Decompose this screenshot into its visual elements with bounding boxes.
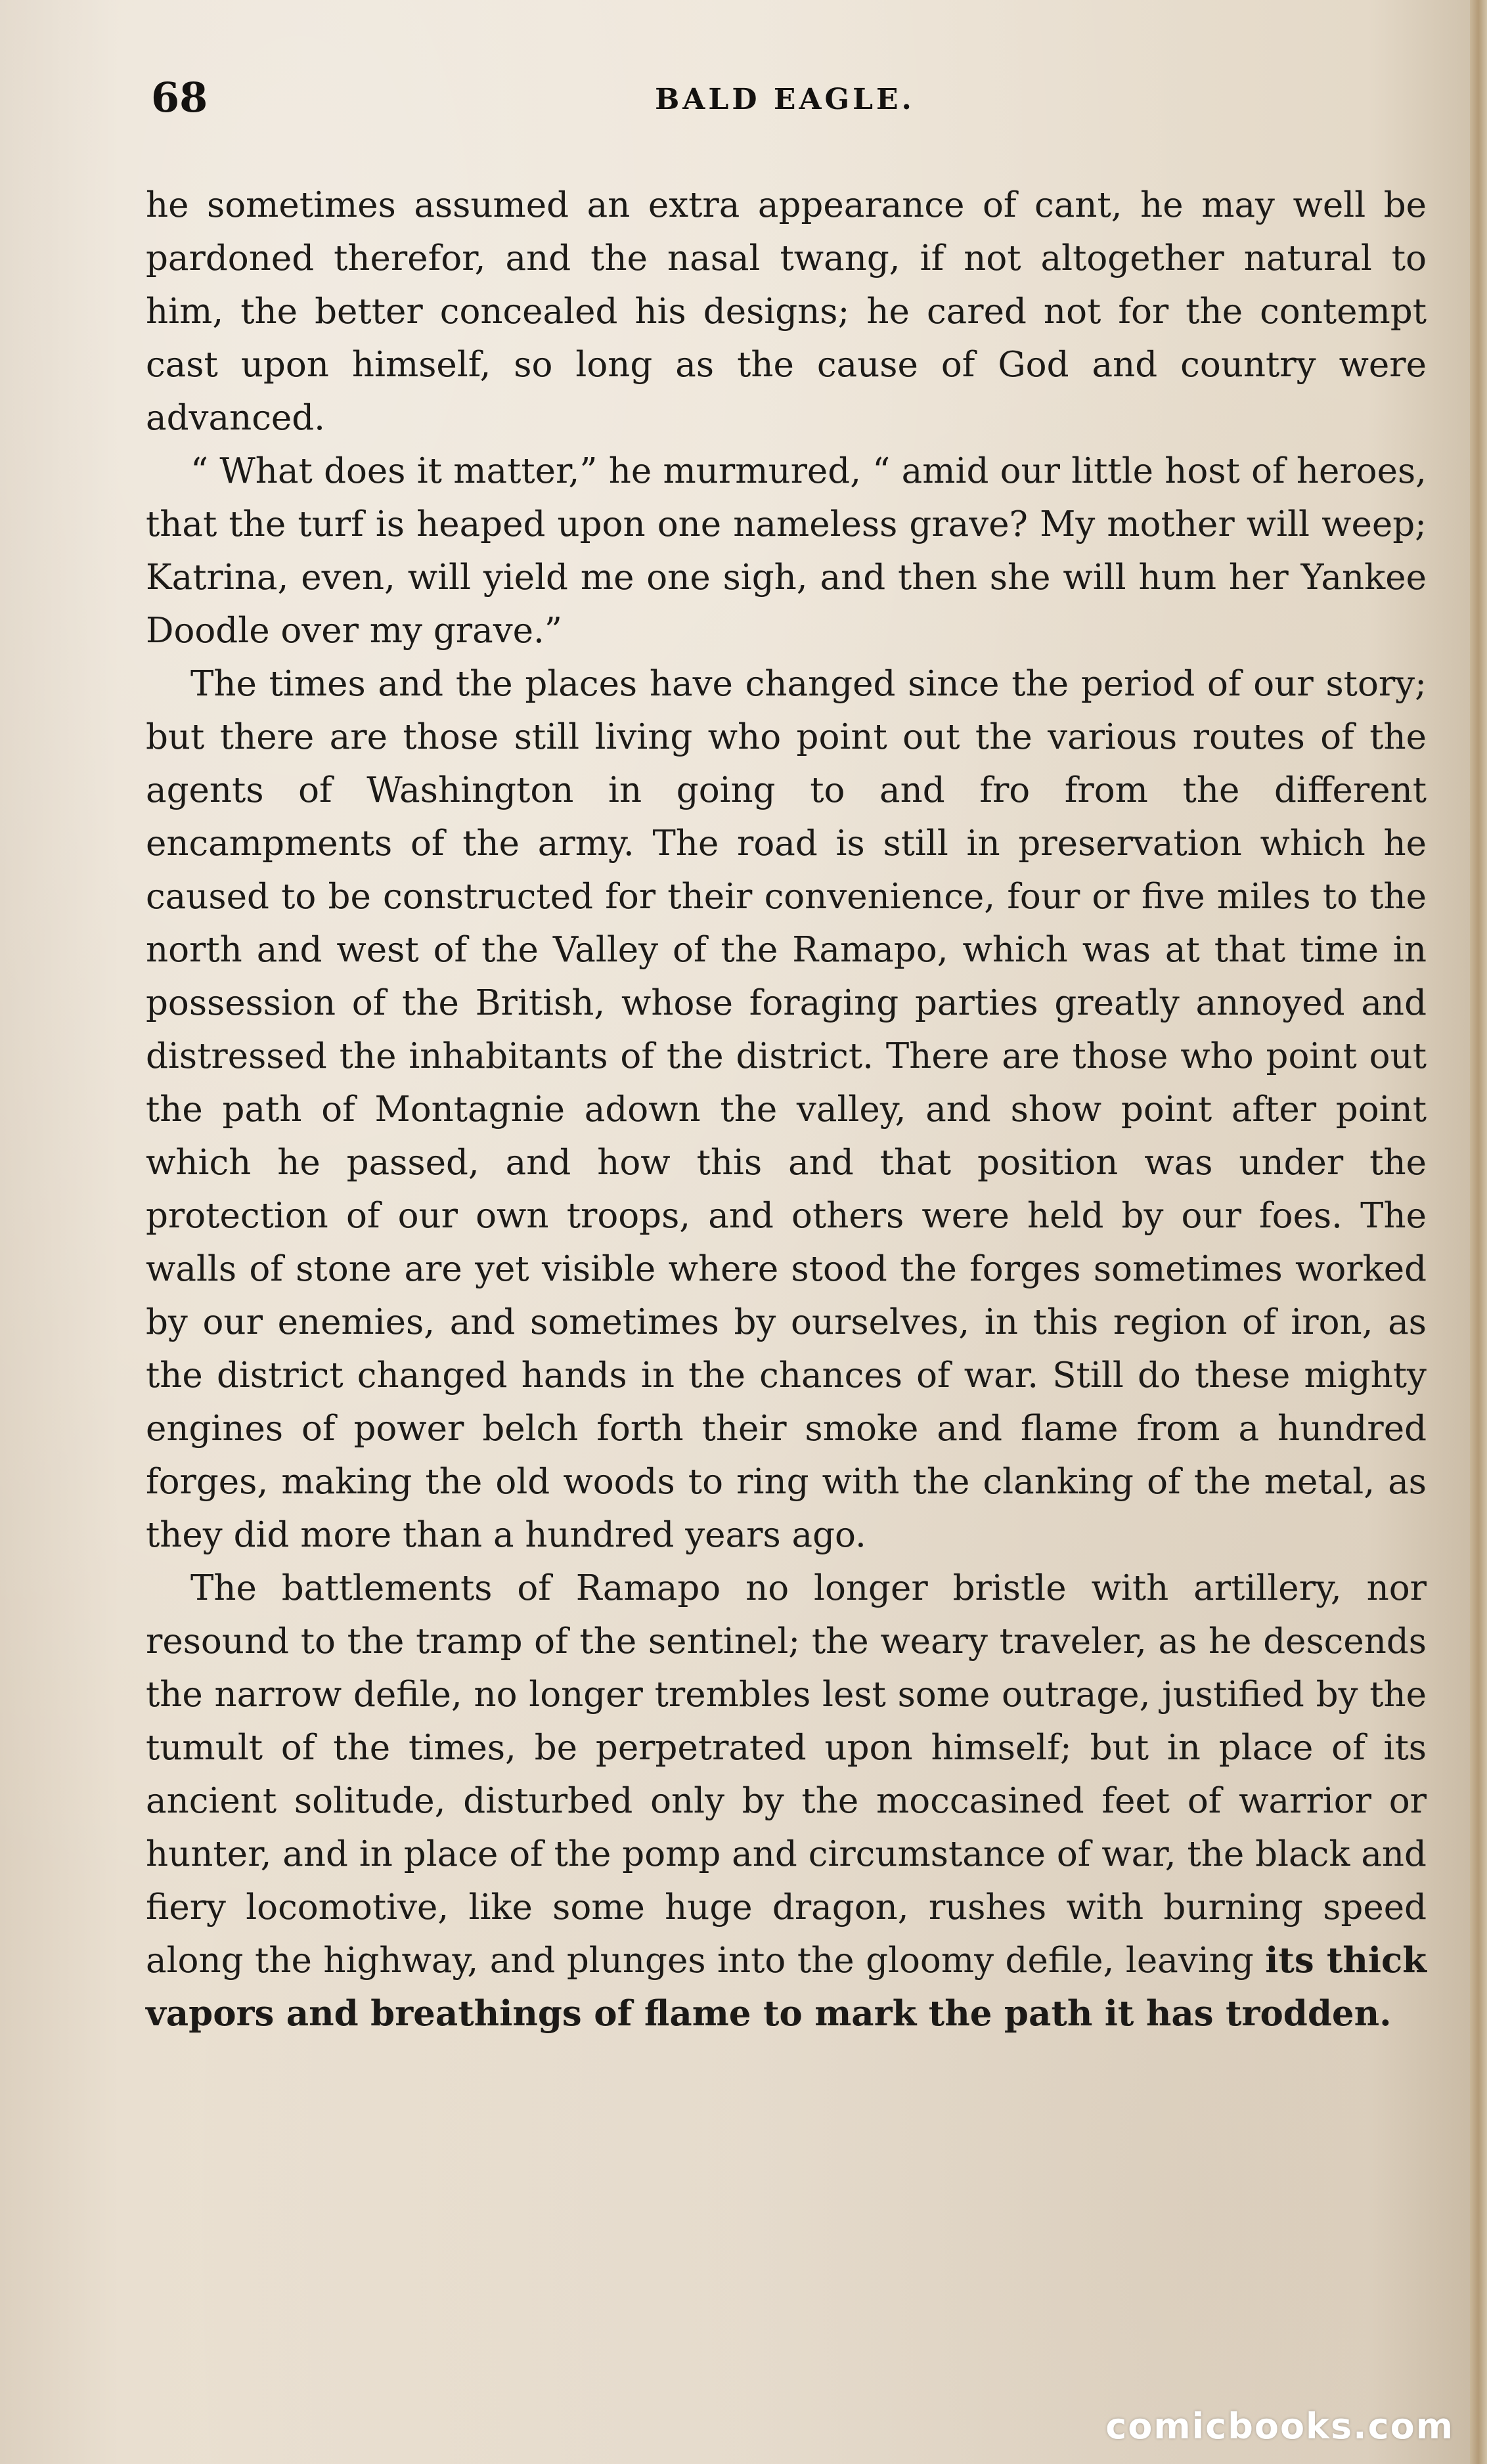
paragraph-3: The times and the places have changed since the period of our story; but there are those still living who point out the various routes of the agents of Washington in going to and fro from the different encampments of the army. The road is still in preservation which he caused to be constructed for their convenience, four or five miles to the north and west of the Valley of the Ramapo, which was at that time in possession of the British, whose foraging parties greatly annoyed and distressed the inhabitants of the district. There are those who point out the path of Montagnie adown the valley, and show point after point which he passed, and how this and that position was under the protection of our own troops, and others were held by our foes. The walls of stone are yet visible where stood the forges sometimes worked by our enemies, and sometimes by ourselves, in this region of iron, as the district changed hands in the chances of war. Still do these mighty engines of power belch forth their smoke and flame from a hundred forges, making the old woods to ring with the clanking of the metal, as they did more than a hundred years ago. [146,664,1427,1555]
page-header [151,74,1419,126]
running-head: BALD EAGLE. [655,83,915,116]
watermark: comicbooks.com [1105,2406,1454,2447]
body-text [146,179,1427,2040]
paragraph-4-text: The battlements of Ramapo no longer bristle with artillery, nor resound to the tramp of the sentinel; the weary traveler, as he descends the narrow defile, no longer trembles lest some outrage, justified by the tumult of the times, be perpetrated upon himself; but in place of its ancient solitude, disturbed only by the moccasined feet of warrior or hunter, and in place of the pomp and circumstance of war, the black and fiery locomotive, like some huge dragon, rushes with burning speed along the highway, and plunges into the gloomy defile, leaving [146,1568,1427,1981]
page-edge [1470,0,1487,2464]
paragraph-1: he sometimes assumed an extra appearance of cant, he may well be pardoned therefor, and the nasal twang, if not altogether natural to him, the better concealed his designs; he cared not for the contempt cast upon himself, so long as the cause of God and country were advanced. [146,185,1427,438]
page-number: 68 [151,74,208,121]
paragraph-4 [146,1562,1427,2040]
paragraph-4-tail: its thick vapors and breathings of flame to mark the path it has trodden. [146,1940,1427,2034]
paragraph-2: “ What does it matter,” he murmured, “ amid our little host of heroes, that the turf is heaped upon one nameless grave? My mother will weep; Katrina, even, will yield me one sigh, and then she will hum her Yankee Doodle over my grave.” [146,451,1427,651]
